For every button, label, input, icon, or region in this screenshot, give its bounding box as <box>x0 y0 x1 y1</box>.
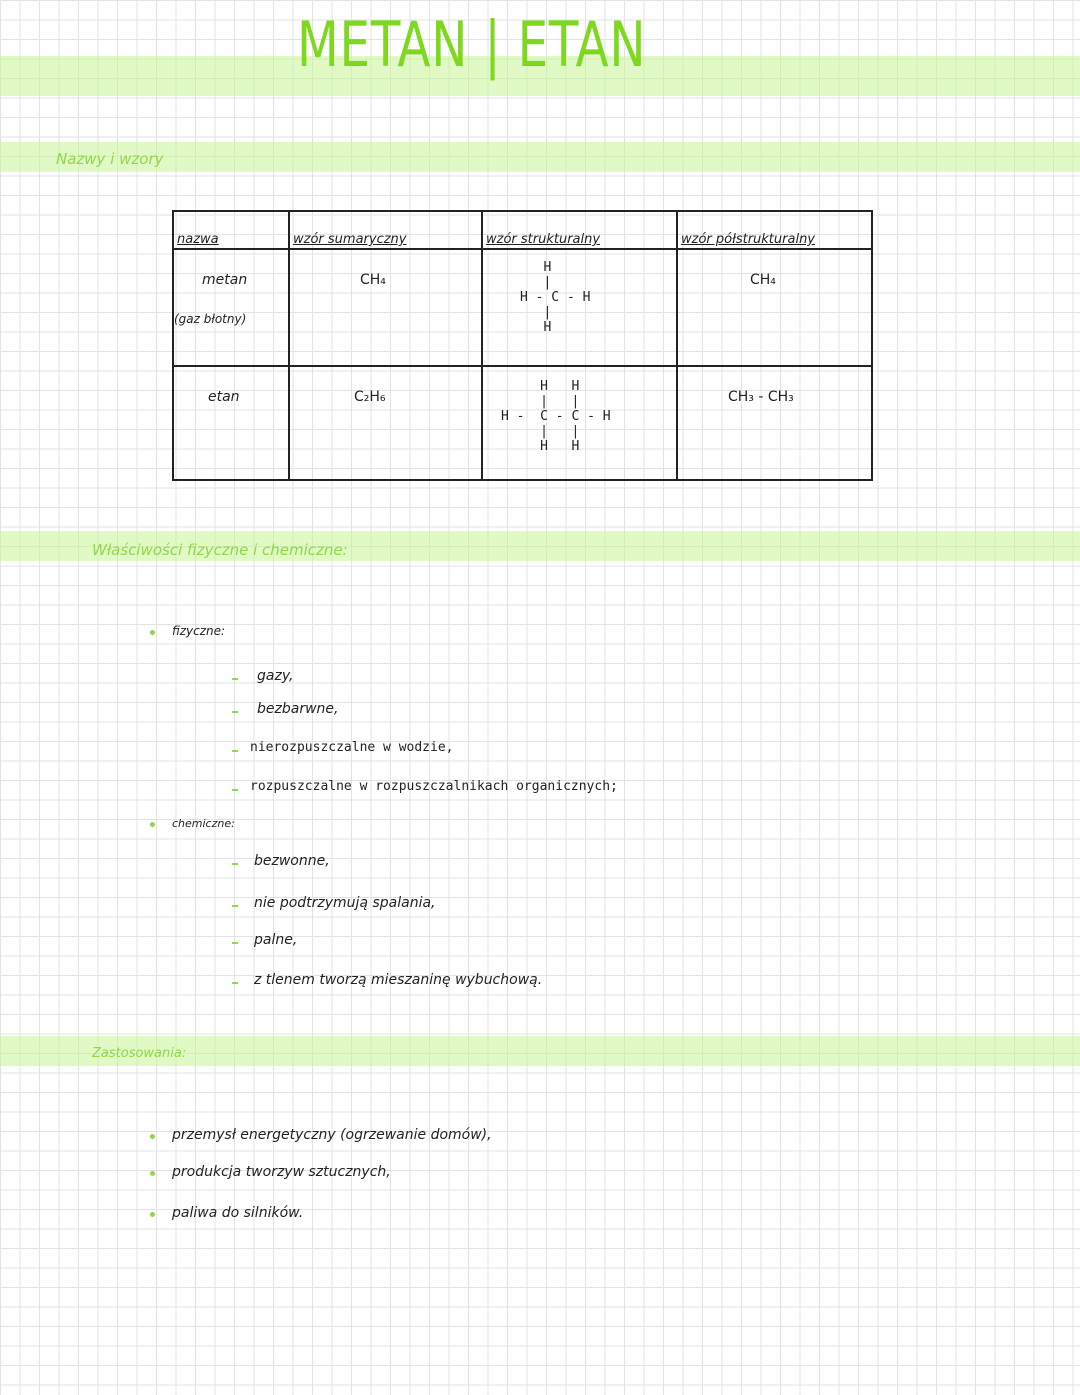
methane-alt-name: (gaz błotny) <box>174 312 247 326</box>
table-header-cell <box>173 211 289 249</box>
table-header-cell <box>677 211 872 249</box>
physical-item: rozpuszczalne w rozpuszczalnikach organicznych; <box>250 779 618 794</box>
page-title: METAN | ETAN <box>297 8 647 81</box>
table-cell <box>289 366 482 480</box>
physical-item: nierozpuszczalne w wodzie, <box>250 740 454 755</box>
header-semi: wzór półstrukturalny <box>681 232 815 247</box>
methane-structural-formula: H | H - C - H | H <box>520 260 591 335</box>
ethane-summary-formula: C₂H₆ <box>354 389 386 405</box>
use-item: produkcja tworzyw sztucznych, <box>172 1164 391 1180</box>
physical-item: bezbarwne, <box>257 701 339 717</box>
dash-marker <box>232 982 238 984</box>
header-summary: wzór sumaryczny <box>293 232 407 247</box>
use-item: przemysł energetyczny (ogrzewanie domów), <box>172 1127 492 1143</box>
dash-marker <box>232 863 238 865</box>
chemical-item: palne, <box>254 932 298 948</box>
table-cell <box>482 366 677 480</box>
bullet-dot <box>150 1212 155 1217</box>
ethane-name: etan <box>208 389 240 405</box>
header-structural: wzór strukturalny <box>486 232 601 247</box>
table-cell <box>173 249 289 366</box>
ethane-structural-formula: H H | | H - C - C - H | | H H <box>501 379 611 454</box>
table-cell <box>677 249 872 366</box>
bullet-dot <box>150 1171 155 1176</box>
chemical-label: chemiczne: <box>172 817 235 830</box>
physical-label: fizyczne: <box>172 624 226 638</box>
table-row-ethane <box>173 366 872 480</box>
section-heading-names: Nazwy i wzory <box>56 150 164 168</box>
table-cell <box>677 366 872 480</box>
table-header-row <box>173 211 872 249</box>
dash-marker <box>232 942 238 944</box>
methane-semi-formula: CH₄ <box>750 272 776 288</box>
chemical-item: nie podtrzymują spalania, <box>254 895 436 911</box>
table-cell <box>173 366 289 480</box>
dash-marker <box>232 711 238 713</box>
table-header-cell <box>482 211 677 249</box>
dash-marker <box>232 678 238 680</box>
dash-marker <box>232 750 238 752</box>
table-header-cell <box>289 211 482 249</box>
physical-item: gazy, <box>257 668 294 684</box>
bullet-dot <box>150 822 155 827</box>
dash-marker <box>232 789 238 791</box>
header-name: nazwa <box>177 232 219 247</box>
table-cell <box>482 249 677 366</box>
section-heading-uses: Zastosowania: <box>92 1046 187 1061</box>
table-row-methane <box>173 249 872 366</box>
bullet-dot <box>150 630 155 635</box>
section-heading-properties: Właściwości fizyczne i chemiczne: <box>92 541 348 559</box>
table-cell <box>289 249 482 366</box>
bullet-dot <box>150 1134 155 1139</box>
chemical-item: bezwonne, <box>254 853 330 869</box>
formula-table <box>172 210 873 481</box>
methane-summary-formula: CH₄ <box>360 272 386 288</box>
chemical-item: z tlenem tworzą mieszaninę wybuchową. <box>254 972 543 988</box>
use-item: paliwa do silników. <box>172 1205 304 1221</box>
dash-marker <box>232 905 238 907</box>
ethane-semi-formula: CH₃ - CH₃ <box>728 389 794 405</box>
methane-name: metan <box>202 272 248 288</box>
